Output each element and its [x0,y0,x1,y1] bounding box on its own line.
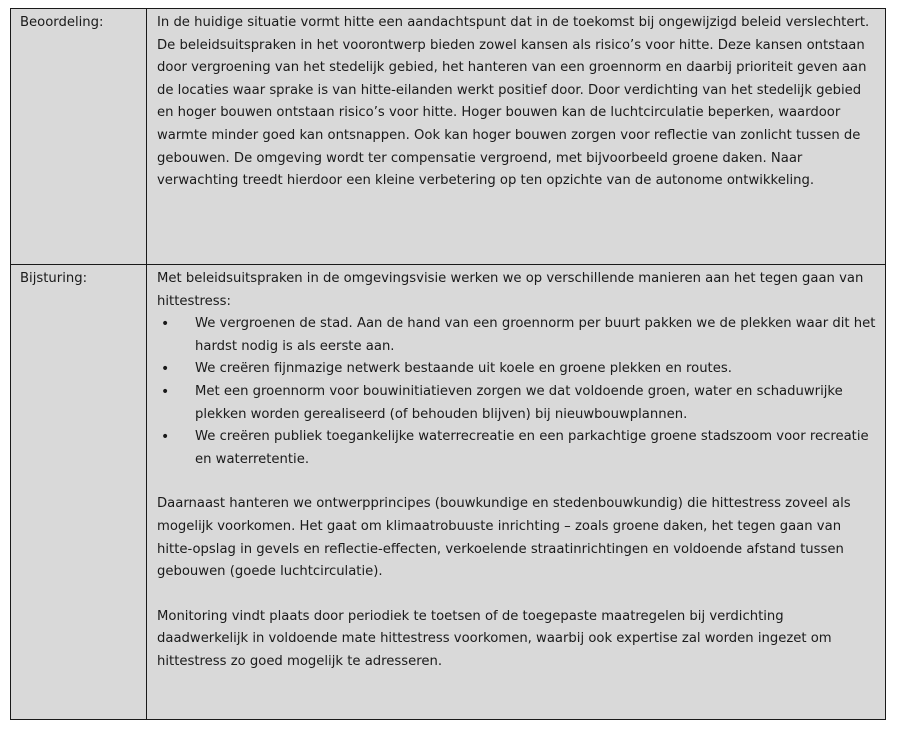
row-content [147,9,886,265]
list-item: • We creëren fijnmazige netwerk bestaande uit koele en groene plekken en routes. [157,358,876,381]
monitoring-paragraph: Monitoring vindt plaats door periodiek te toetsen of de toegepaste maatregelen bij verdichting daadwerkelijk in voldoende mate hittestress voorkomen, waarbij ook expertise zal worden ingezet om hittestress zo goed mogelijk te adresseren. [157,608,832,669]
beoordeling-text: In de huidige situatie vormt hitte een aandachtspunt dat in de toekomst bij ongewijzigd beleid verslechtert. De beleidsuitspraken in het voorontwerp bieden zowel kansen als risico’s voor hitte. Deze kansen ontstaan door vergroening van het stedelijk gebied, het hanteren van een groennorm en daarbij prioriteit geven aan de locaties waar sprake is van hitte-eilanden werkt positief door. Door verdichting van het stedelijk gebied en hoger bouwen ontstaan risico’s voor hitte. Hoger bouwen kan de luchtcirculatie beperken, waardoor warmte minder goed kan ontsnappen. Ook kan hoger bouwen zorgen voor reflectie van zonlicht tussen de gebouwen. De omgeving wordt ter compensatie vergroend, met bijvoorbeeld groene daken. Naar verwachting treedt hierdoor een kleine verbetering op ten opzichte van de autonome ontwikkeling. [157,15,870,189]
list-item: • Met een groennorm voor bouwinitiatieven zorgen we dat voldoende groen, water en schaduwrijke plekken worden gerealiseerd (of behouden blijven) bij nieuwbouwplannen. [157,381,876,426]
table-row-bijsturing [11,265,886,720]
spacer [157,584,876,606]
measures-list [157,313,876,471]
assessment-table [10,8,886,720]
list-item: • We creëren publiek toegankelijke waterrecreatie en een parkachtige groene stadszoom voor recreatie en waterretentie. [157,426,876,471]
table-row-beoordeling [11,9,886,265]
row-label: Bijsturing: [11,265,147,720]
list-item: • We vergroenen de stad. Aan de hand van een groennorm per buurt pakken we de plekken waar dit het hardst nodig is als eerste aan. [157,313,876,358]
row-content [147,265,886,720]
row-label: Beoordeling: [11,9,147,265]
bijsturing-intro: Met beleidsuitspraken in de omgevingsvisie werken we op verschillende manieren aan het tegen gaan van hittestress: [157,271,864,309]
spacer [157,471,876,493]
design-principles-paragraph: Daarnaast hanteren we ontwerpprincipes (bouwkundige en stedenbouwkundig) die hittestress zoveel als mogelijk voorkomen. Het gaat om klimaatrobuuste inrichting – zoals groene daken, het tegen gaan van hitte-opslag in gevels en reflectie-effecten, verkoelende straatinrichtingen en voldoende afstand tussen gebouwen (goede luchtcirculatie). [157,496,851,580]
